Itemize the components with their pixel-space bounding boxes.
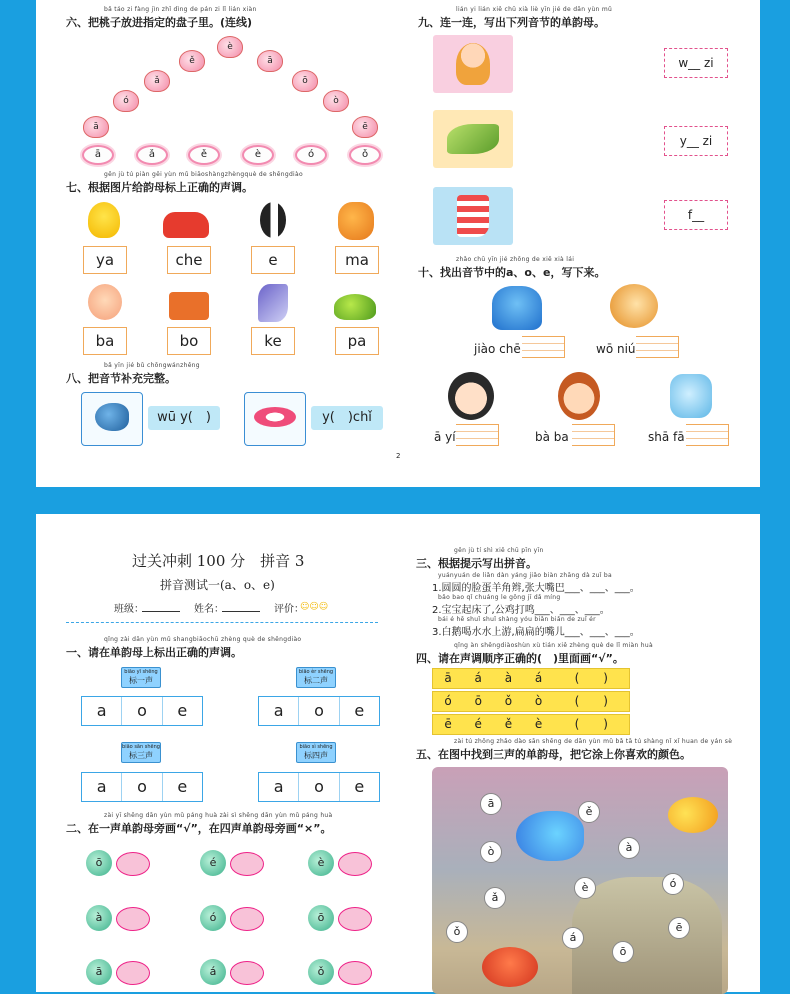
letter-row[interactable]: a o e	[258, 772, 380, 802]
sec6-title: 六、把桃子放进指定的盘子里。(连线)	[66, 16, 253, 29]
workbook-page-bottom	[36, 514, 760, 992]
turtle-letter: é	[200, 850, 226, 876]
syllable-box[interactable]: ba	[83, 327, 127, 355]
tone-order-row[interactable]: ē é ě è ( )	[432, 714, 630, 735]
turtle-letter: ā	[86, 959, 112, 985]
writing-lines[interactable]	[522, 336, 565, 358]
vowel-bubble[interactable]: ǒ	[446, 921, 468, 943]
answer-oval[interactable]	[116, 907, 150, 931]
penguin-picture	[260, 202, 286, 238]
turtle-letter: ǒ	[308, 959, 334, 985]
answer-oval[interactable]	[230, 961, 264, 985]
letter-row[interactable]: a o e	[81, 772, 203, 802]
sec7-pinyin: gēn jù tú piàn gěi yùn mǔ biāoshàngzhèngquè de shēngdiào	[104, 171, 303, 178]
radio-picture	[169, 292, 209, 320]
bird-picture	[95, 403, 129, 431]
snail-picture	[610, 284, 658, 328]
sec8-pinyin: bǎ yīn jié bǔ chōngwánzhěng	[104, 362, 200, 369]
sec6-pinyin: bǎ táo zi fàng jìn zhǐ dìng de pán zi lǐ lián xiàn	[104, 6, 257, 13]
turtle-letter: à	[86, 905, 112, 931]
syllable-box[interactable]: pa	[335, 327, 379, 355]
peach[interactable]: ě	[179, 50, 205, 72]
syllable-label: wō niú	[596, 342, 636, 356]
underwater-scene	[432, 767, 728, 994]
answer-oval[interactable]	[116, 852, 150, 876]
tone-tag: biāo èr shēng 标二声	[296, 667, 336, 688]
sock-picture	[457, 195, 489, 237]
s3-line[interactable]: 3.白鹅喝水水上游,扁扁的嘴儿___、___、___。	[432, 627, 640, 638]
car-picture	[163, 212, 209, 238]
answer-oval[interactable]	[116, 961, 150, 985]
toy-car-picture	[492, 286, 542, 330]
duck-picture	[88, 202, 120, 238]
vowel-bubble[interactable]: à	[618, 837, 640, 859]
tone-order-row[interactable]: ā á à á ( )	[432, 668, 630, 689]
monk-picture-panel	[433, 35, 513, 93]
horse-picture	[338, 202, 374, 240]
page-header: 过关冲刺 100 分 拼音 3	[132, 552, 305, 570]
dad-picture	[558, 372, 600, 420]
vowel-bubble[interactable]: ǎ	[484, 887, 506, 909]
answer-box[interactable]: y__ zi	[664, 126, 728, 156]
plate[interactable]: ó	[295, 145, 327, 165]
s3-title: 三、根据提示写出拼音。	[416, 557, 537, 570]
vowel-bubble[interactable]: ó	[662, 873, 684, 895]
turtle-letter: è	[308, 850, 334, 876]
vowel-bubble[interactable]: ā	[480, 793, 502, 815]
plate[interactable]: ě	[188, 145, 220, 165]
s2-title: 二、在一声单韵母旁画“√”，在四声单韵母旁画“×”。	[66, 822, 332, 835]
answer-oval[interactable]	[338, 907, 372, 931]
leaf-picture	[447, 124, 499, 154]
vowel-bubble[interactable]: ē	[668, 917, 690, 939]
rocks-picture	[572, 877, 722, 994]
sec10-title: 十、找出音节中的a、o、e，写下来。	[418, 266, 606, 279]
answer-box[interactable]: f__	[664, 200, 728, 230]
answer-oval[interactable]	[338, 961, 372, 985]
syllable-label: jiào chē	[474, 342, 521, 356]
sec7-title: 七、根据图片给韵母标上正确的声调。	[66, 181, 253, 194]
fill-syllable[interactable]: wū y( )	[148, 406, 220, 430]
vowel-bubble[interactable]: ō	[612, 941, 634, 963]
s3-line-pinyin: yuányuán de liǎn dàn yáng jiǎo biàn zhāng dà zuǐ ba	[438, 572, 612, 579]
turtle-letter: ō	[308, 905, 334, 931]
class-field[interactable]	[142, 611, 180, 612]
letter-row[interactable]: a o e	[258, 696, 380, 726]
syllable-box[interactable]: e	[251, 246, 295, 274]
smiley-icons: ☺☺☺	[300, 602, 329, 612]
plate[interactable]: ā	[82, 145, 114, 165]
syllable-box[interactable]: ke	[251, 327, 295, 355]
s3-pinyin: gēn jù tí shì xiě chū pīn yīn	[454, 547, 544, 554]
sec9-title: 九、连一连，写出下列音节的单韵母。	[418, 16, 605, 29]
vowel-bubble[interactable]: á	[562, 927, 584, 949]
writing-lines[interactable]	[636, 336, 679, 358]
mouth-picture	[254, 407, 296, 427]
syllable-label: bà ba	[535, 430, 569, 444]
peach[interactable]: ó	[113, 90, 139, 112]
s2-pinyin: zài yī shēng dān yùn mǔ páng huà zài sì shēng dān yùn mǔ páng huà	[104, 812, 333, 819]
sec9-pinyin: lián yi lián xiě chū xià liè yīn jié de dān yùn mǔ	[456, 6, 613, 13]
workbook-page-top	[36, 0, 760, 487]
peach[interactable]: ē	[352, 116, 378, 138]
peach[interactable]: ǎ	[144, 70, 170, 92]
fish-picture	[516, 811, 584, 861]
turtle-letter: ó	[200, 905, 226, 931]
syllable-box[interactable]: che	[167, 246, 211, 274]
test-subtitle: 拼音测试一(a、o、e)	[160, 578, 275, 592]
turtle-picture	[334, 294, 376, 320]
s3-line-pinyin: bǎo bao qǐ chuáng le gōng jī dǎ míng	[438, 594, 561, 601]
turtle-letter: ō	[86, 850, 112, 876]
answer-oval[interactable]	[230, 907, 264, 931]
plate[interactable]: ǎ	[136, 145, 168, 165]
syllable-label: ā yí	[434, 430, 456, 444]
monk-picture	[456, 43, 490, 85]
writing-lines[interactable]	[686, 424, 729, 446]
s1-title: 一、请在单韵母上标出正确的声调。	[66, 646, 242, 659]
peach[interactable]: ā	[83, 116, 109, 138]
sock-picture-panel	[433, 187, 513, 245]
eval-label: 评价：	[274, 604, 304, 615]
s4-title: 四、请在声调顺序正确的( )里面画“√”。	[416, 652, 624, 665]
s4-pinyin: qǐng àn shēngdiàoshùn xù tián xiě zhèng què de lǐ miàn huà	[454, 642, 653, 649]
peach[interactable]: ò	[323, 90, 349, 112]
syllable-box[interactable]: ya	[83, 246, 127, 274]
sec10-pinyin: zhǎo chū yīn jié zhōng de xiě xià lái	[456, 256, 575, 263]
tone-tag: biāo sì shēng 标四声	[296, 742, 336, 763]
syllable-box[interactable]: bo	[167, 327, 211, 355]
answer-box[interactable]: w__ zi	[664, 48, 728, 78]
s3-line[interactable]: 2.宝宝起床了,公鸡打鸣___、___、___。	[432, 605, 610, 616]
shuttlecock-picture	[258, 284, 288, 322]
girl-picture	[448, 372, 494, 420]
syllable-label: shā fā	[648, 430, 685, 444]
s1-pinyin: qǐng zài dān yùn mǔ shangbiāochū zhèng què de shēngdiào	[104, 636, 302, 643]
s5-pinyin: zài tú zhōng zhǎo dào sān shēng de dān yùn mǔ bǎ tā tú shàng nǐ xǐ huan de yán sè	[454, 738, 733, 745]
plate[interactable]: è	[242, 145, 274, 165]
tone-tag: biāo sān shēng 标三声	[121, 742, 161, 763]
bird-picture-frame	[81, 392, 143, 446]
sofa-picture	[670, 374, 712, 418]
tone-order-row[interactable]: ó ō ǒ ò ( )	[432, 691, 630, 712]
mouth-picture-frame	[244, 392, 306, 446]
s3-line[interactable]: 1.圆圆的脸蛋羊角辫,张大嘴巴___、___、___。	[432, 583, 640, 594]
boy-picture	[88, 284, 122, 320]
letter-row[interactable]: a o e	[81, 696, 203, 726]
peach[interactable]: ā	[257, 50, 283, 72]
leaf-picture-panel	[433, 110, 513, 168]
plate[interactable]: ǒ	[349, 145, 381, 165]
vowel-bubble[interactable]: ě	[578, 801, 600, 823]
name-label: 姓名：	[194, 604, 224, 615]
sec8-title: 八、把音节补充完整。	[66, 372, 176, 385]
writing-lines[interactable]	[456, 424, 499, 446]
writing-lines[interactable]	[572, 424, 615, 446]
tone-tag: biāo yī shēng 标一声	[121, 667, 161, 688]
yellow-fish-picture	[668, 797, 718, 833]
syllable-box[interactable]: ma	[335, 246, 379, 274]
answer-oval[interactable]	[338, 852, 372, 876]
class-label: 班级：	[114, 604, 144, 615]
vowel-bubble[interactable]: è	[574, 877, 596, 899]
s3-line-pinyin: bái é hē shuǐ shuǐ shàng yóu biǎn biǎn de zuǐ ér	[438, 616, 596, 623]
turtle-letter: á	[200, 959, 226, 985]
peach[interactable]: ō	[292, 70, 318, 92]
vowel-bubble[interactable]: ò	[480, 841, 502, 863]
name-field[interactable]	[222, 611, 260, 612]
crab-picture	[482, 947, 538, 987]
page-number: 2	[396, 452, 401, 460]
divider	[66, 622, 378, 623]
answer-oval[interactable]	[230, 852, 264, 876]
fill-syllable[interactable]: y( )chǐ	[311, 406, 383, 430]
peach[interactable]: è	[217, 36, 243, 58]
s5-title: 五、在图中找到三声的单韵母，把它涂上你喜欢的颜色。	[416, 748, 691, 761]
